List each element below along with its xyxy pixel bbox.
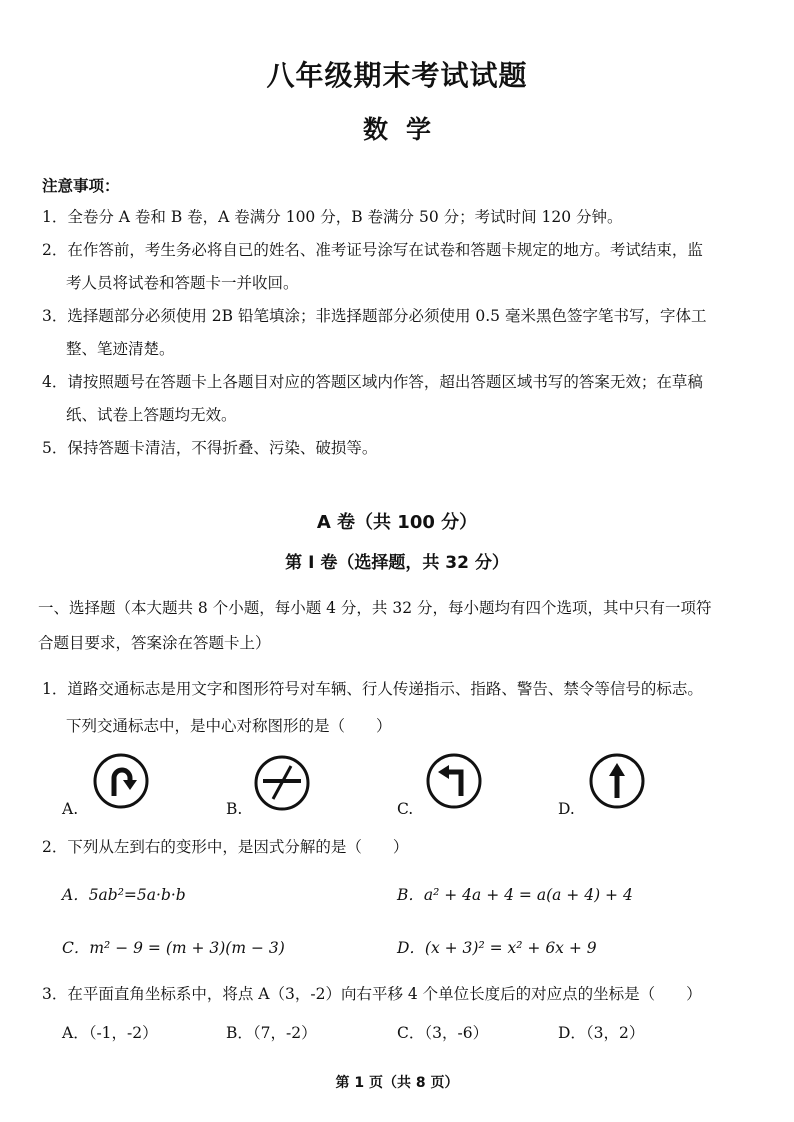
notice-item-4-cont: 纸、试卷上答题均无效。 [66,406,237,424]
notice-item-2-cont: 考人员将试卷和答题卡一并收回。 [66,274,299,292]
q3-option-d: D．（3，2） [558,1024,645,1042]
left-turn-sign-icon [425,752,483,810]
notice-item-3-cont: 整、笔迹清楚。 [66,340,175,358]
notice-item-4: 4．请按照题号在答题卡上各题目对应的答题区域内作答，超出答题区域书写的答案无效；在草稿 [42,373,703,391]
subject-title: 数学 [362,115,449,144]
notice-item-2: 2．在作答前，考生务必将自已的姓名、准考证号涂写在试卷和答题卡规定的地方。考试结束，监 [42,241,703,259]
notice-item-3: 3．选择题部分必须使用 2B 铅笔填涂；非选择题部分必须使用 0.5 毫米黑色签字笔书写，字体工 [42,307,707,325]
question-1-text: 1．道路交通标志是用文字和图形符号对车辆、行人传递指示、指路、警告、禁令等信号的标志。 [42,680,703,698]
notice-heading: 注意事项： [42,177,120,195]
q3-option-c: C．（3，-6） [397,1024,489,1042]
section-a-title: A 卷（共 100 分） [316,512,478,533]
q1-option-a-label: A. [62,800,79,818]
section-instructions: 一、选择题（本大题共 8 个小题，每小题 4 分，共 32 分，每小题均有四个选项，其中只有一项符 [38,599,712,617]
q1-option-b-label: B. [226,800,243,818]
q2-option-a: A．5ab²=5a·b·b [62,886,186,904]
question-1-prompt: 下列交通标志中，是中心对称图形的是（ ） [66,717,392,735]
notice-item-1: 1．全卷分 A 卷和 B 卷，A 卷满分 100 分，B 卷满分 50 分；考试时间 120 分钟。 [42,208,623,226]
question-3-text: 3．在平面直角坐标系中，将点 A（3，-2）向右平移 4 个单位长度后的对应点的坐标是（ ） [42,985,702,1003]
q2-option-d: D．(x + 3)² = x² + 6x + 9 [397,939,597,957]
section-instructions-cont: 合题目要求，答案涂在答题卡上） [38,634,271,652]
q3-option-b: B．（7，-2） [226,1024,317,1042]
question-2-text: 2．下列从左到右的变形中，是因式分解的是（ ） [42,838,409,856]
q1-option-d-label: D. [558,800,575,818]
page-title: 八年级期末考试试题 [266,59,528,92]
u-turn-sign-icon [92,752,150,810]
q2-option-b: B．a² + 4a + 4 = a(a + 4) + 4 [397,886,633,904]
part-one-title: 第 I 卷（选择题，共 32 分） [285,553,509,573]
q3-option-a: A．（-1，-2） [62,1024,158,1042]
q1-option-c-label: C. [397,800,414,818]
no-entry-slash-sign-icon [253,754,311,812]
q2-option-c: C．m² − 9 = (m + 3)(m − 3) [62,939,285,957]
straight-ahead-sign-icon [588,752,646,810]
notice-item-5: 5．保持答题卡清洁，不得折叠、污染、破损等。 [42,439,378,457]
page-footer: 第 1 页（共 8 页） [335,1075,459,1091]
